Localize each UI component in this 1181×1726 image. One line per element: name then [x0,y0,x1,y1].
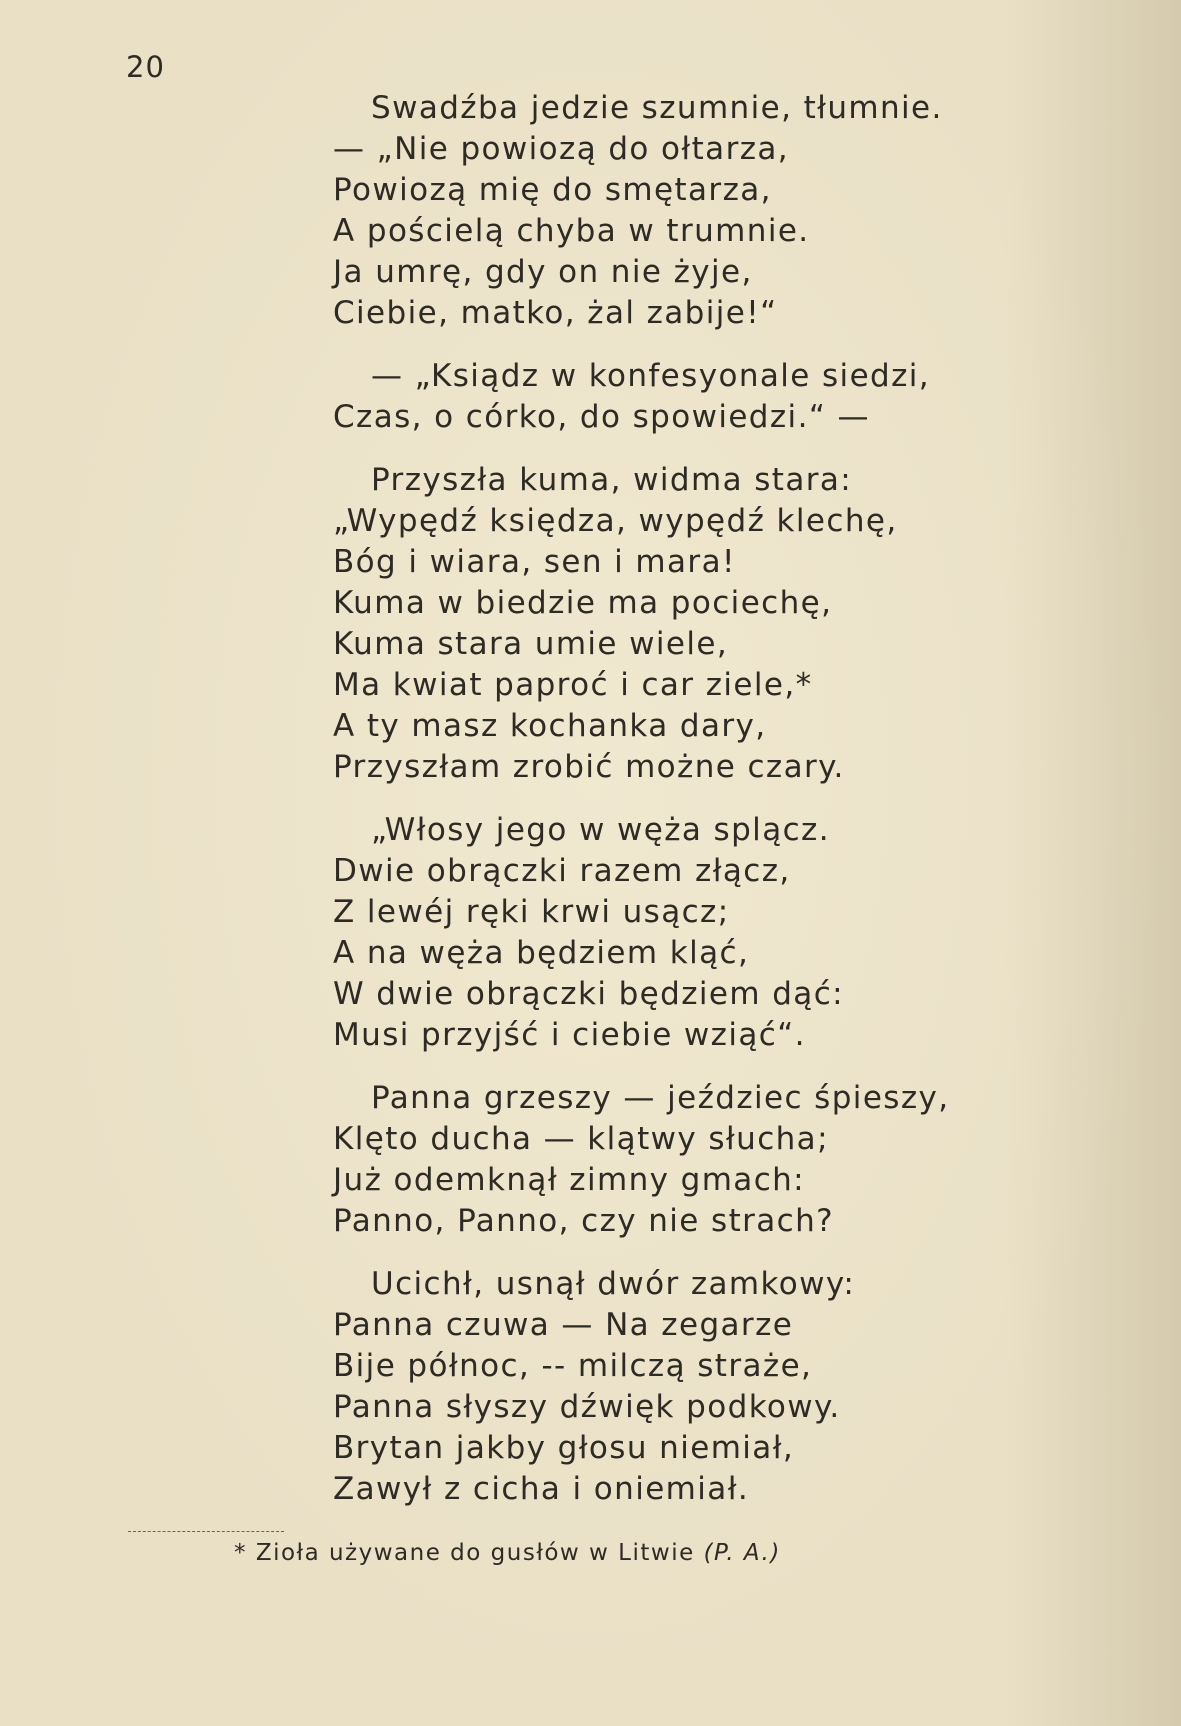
poem-line: Ma kwiat paproć i car ziele,* [333,667,813,703]
poem-line: Już odemknął zimny gmach: [333,1162,806,1198]
poem-line: Przyszłam zrobić możne czary. [333,749,845,785]
poem-line: A pościelą chyba w trumnie. [333,213,810,249]
poem-line: Swadźba jedzie szumnie, tłumnie. [371,90,943,126]
poem-line: „Wypędź księdza, wypędź klechę, [333,503,898,539]
stanza [333,1264,973,1510]
poem-line: Kuma stara umie wiele, [333,626,729,662]
poem-line: W dwie obrączki będziem dąć: [333,976,844,1012]
poem-line: Panna czuwa — Na zegarze [333,1307,794,1343]
stanza [333,356,973,438]
poem-line: Musi przyjść i ciebie wziąć“. [333,1017,806,1053]
footnote [234,1540,781,1566]
poem-line: „Włosy jego w węża splącz. [371,812,830,848]
stanza [333,1078,973,1242]
poem-line: Panna grzeszy — jeździec śpieszy, [371,1080,950,1116]
poem-line: Z lewéj ręki krwi usącz; [333,894,730,930]
poem-line: Panna słyszy dźwięk podkowy. [333,1389,841,1425]
poem-line: Powiozą mię do smętarza, [333,172,772,208]
poem-line: Kuma w biedzie ma pociechę, [333,585,833,621]
poem-line: Czas, o córko, do spowiedzi.“ — [333,399,870,435]
poem-line: Przyszła kuma, widma stara: [371,462,853,498]
poem-line: A na węża będziem kląć, [333,935,750,971]
poem [333,88,973,1532]
poem-line: Klęto ducha — klątwy słucha; [333,1121,829,1157]
poem-line: Ucichł, usnął dwór zamkowy: [371,1266,856,1302]
footnote-divider [128,1531,284,1532]
poem-line: Brytan jakby głosu niemiał, [333,1430,795,1466]
poem-line: Panno, Panno, czy nie strach? [333,1203,835,1239]
poem-line: Ciebie, matko, żal zabije!“ [333,295,778,331]
stanza [333,88,973,334]
poem-line: Dwie obrączki razem złącz, [333,853,791,889]
poem-line: Bóg i wiara, sen i mara! [333,544,736,580]
page-number: 20 [126,50,165,84]
poem-line: — „Nie powiozą do ołtarza, [333,131,790,167]
stanza [333,460,973,788]
poem-line: Ja umrę, gdy on nie żyje, [333,254,753,290]
poem-line: Bije północ, -- milczą straże, [333,1348,813,1384]
stanza [333,810,973,1056]
poem-line: — „Ksiądz w konfesyonale siedzi, [371,358,931,394]
footnote-marker: * [234,1540,247,1566]
footnote-text: Zioła używane do gusłów w Litwie [255,1540,695,1566]
poem-line: Zawył z cicha i oniemiał. [333,1471,750,1507]
poem-line: A ty masz kochanka dary, [333,708,767,744]
footnote-source: (P. A.) [703,1540,781,1566]
